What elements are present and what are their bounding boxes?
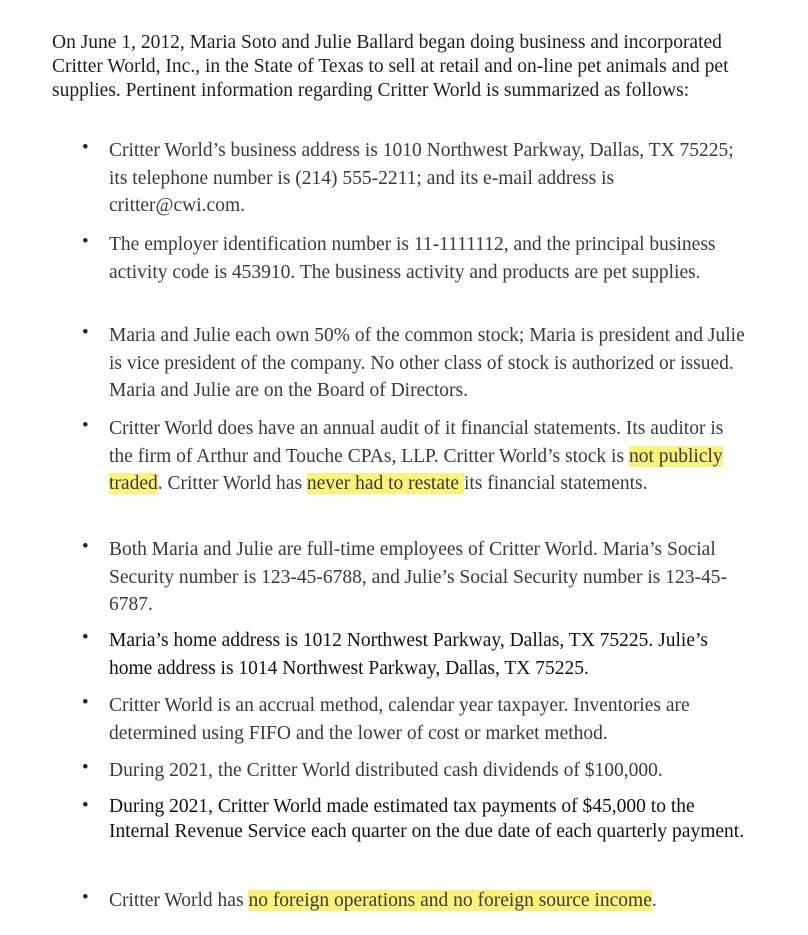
bullet-icon: • <box>82 322 89 343</box>
bullet-icon: • <box>82 692 89 713</box>
highlight-no-foreign-operations: no foreign operations and no foreign source income <box>248 890 652 911</box>
bullet-icon: • <box>82 536 89 557</box>
bullet-icon: • <box>82 795 89 816</box>
highlight-never-restated: never had to restate <box>306 473 464 494</box>
accounting-method-text: Critter World is an accrual method, calendar year taxpayer. Inventories are determined using FIFO and the lower of cost or market method. <box>109 695 690 744</box>
highlight-not-publicly-traded: not publicly traded <box>109 445 723 494</box>
dividends-text: During 2021, the Critter World distributed cash dividends of $100,000. <box>109 760 663 781</box>
home-address-text: Maria’s home address is 1012 Northwest Parkway, Dallas, TX 75225. Julie’s home address is 1014 Northwest Parkway, Dallas, TX 75225. <box>109 630 708 679</box>
foreign-text-part: Critter World has <box>109 890 249 911</box>
audit-text <box>109 415 749 498</box>
stock-ownership-text: Maria and Julie each own 50% of the common stock; Maria is president and Julie is vice president of the company. No other class of stock is authorized or issued. Maria and Julie are on the Board of Directors. <box>109 325 745 401</box>
bullet-icon: • <box>82 887 89 908</box>
bullet-icon: • <box>82 757 89 778</box>
audit-text-part: its financial statements. <box>463 473 648 494</box>
bullet-icon: • <box>82 415 89 436</box>
estimated-tax-text: During 2021, Critter World made estimated tax payments of $45,000 to the Internal Revenue Service each quarter on the due date of each quarterly payment. <box>109 796 745 842</box>
audit-text-part: . Critter World has <box>157 473 307 494</box>
foreign-text-part: . <box>651 890 657 911</box>
bullet-icon: • <box>82 627 89 648</box>
intro-paragraph: On June 1, 2012, Maria Soto and Julie Ballard began doing business and incorporated Critter World, Inc., in the State of Texas to sell at retail and on-line pet animals and pet supplies. Pertinent information regarding Critter World is summarized as follows: <box>52 32 729 101</box>
foreign-operations-text <box>109 887 749 915</box>
business-address-text: Critter World’s business address is 1010 Northwest Parkway, Dallas, TX 75225; its telephone number is (214) 555-2211; and its e-mail address is critter@cwi.com. <box>109 140 734 216</box>
bullet-icon: • <box>82 137 89 158</box>
employees-ssn-text: Both Maria and Julie are full-time employees of Critter World. Maria’s Social Security number is 123-45-6788, and Julie’s Social Security number is 123-45-6787. <box>109 539 727 615</box>
audit-text-part: Critter World does have an annual audit of it financial statements. Its auditor is the firm of Arthur and Touche CPAs, LLP. Critter World’s stock is <box>109 418 724 467</box>
bullet-icon: • <box>82 231 89 252</box>
employer-id-text: The employer identification number is 11-1111112, and the principal business activity code is 453910. The business activity and products are pet supplies. <box>109 234 716 283</box>
